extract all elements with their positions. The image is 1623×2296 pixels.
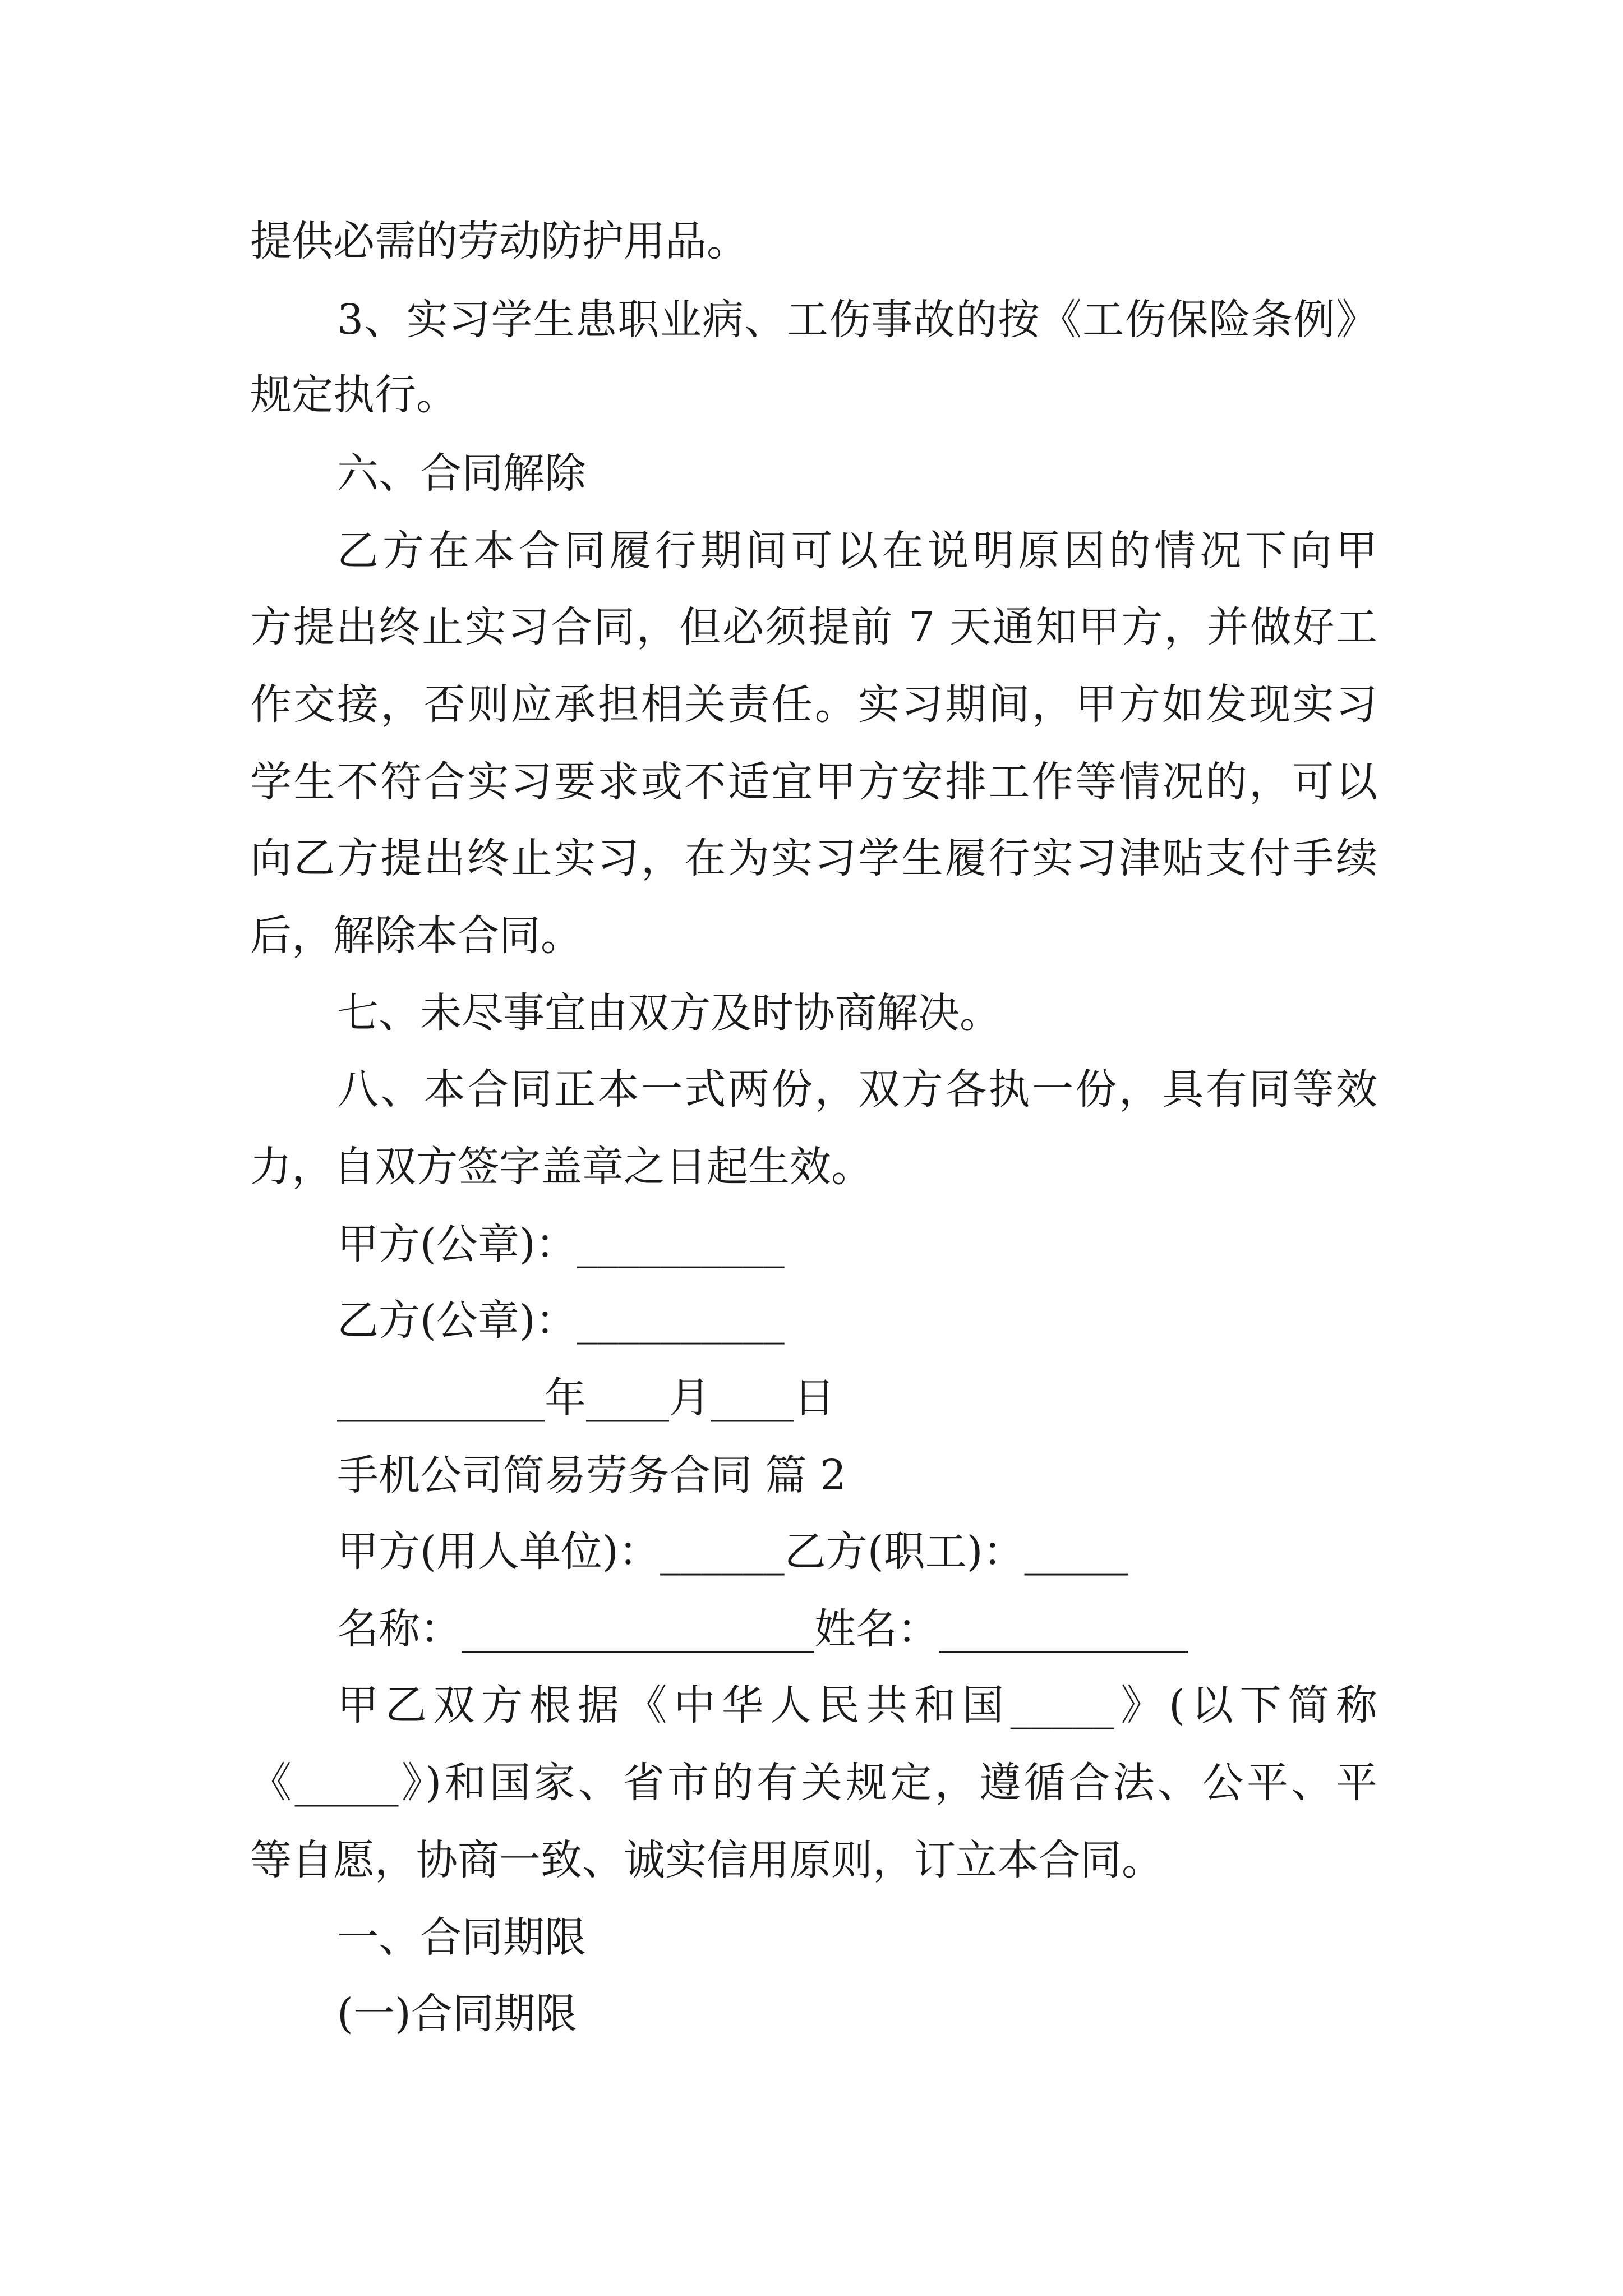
text-line: 等自愿，协商一致、诚实信用原则，订立本合同。: [250, 1836, 1163, 1884]
section-heading: 六、合同解除: [337, 449, 586, 498]
date-line: __________年____月____日: [337, 1374, 835, 1422]
signature-line-party-b: 乙方(公章)：__________: [337, 1296, 785, 1345]
text-line: 3、实习学生患职业病、工伤事故的按《工伤保险条例》: [337, 296, 1377, 344]
text-line: 《_____》)和国家、省市的有关规定，遵循合法、公平、平: [250, 1759, 1377, 1807]
section-heading: 七、未尽事宜由双方及时协商解决。: [337, 989, 1001, 1037]
text-line: 甲乙双方根据《中华人民共和国_____》(以下简称: [337, 1681, 1377, 1729]
text-line: 学生不符合实习要求或不适宜甲方安排工作等情况的，可以: [250, 758, 1377, 806]
text-line: 后，解除本合同。: [250, 912, 582, 960]
text-line: 方提出终止实习合同，但必须提前 7 天通知甲方，并做好工: [250, 603, 1377, 651]
party-line: 名称：_________________姓名：____________: [337, 1605, 1188, 1653]
text-line: 规定执行。: [250, 371, 458, 419]
text-line: 力，自双方签字盖章之日起生效。: [250, 1143, 873, 1191]
subsection-heading: (一)合同期限: [337, 1990, 577, 2038]
section-heading: 八、本合同正本一式两份，双方各执一份，具有同等效: [337, 1065, 1377, 1114]
section-heading: 一、合同期限: [337, 1913, 586, 1962]
party-line: 甲方(用人单位)：______乙方(职工)：_____: [337, 1527, 1128, 1576]
document-title: 手机公司简易劳务合同 篇 2: [337, 1451, 847, 1499]
text-line: 乙方在本合同履行期间可以在说明原因的情况下向甲: [337, 527, 1377, 575]
text-line: 提供必需的劳动防护用品。: [250, 217, 748, 265]
text-line: 向乙方提出终止实习，在为实习学生履行实习津贴支付手续: [250, 834, 1377, 882]
signature-line-party-a: 甲方(公章)：__________: [337, 1220, 785, 1268]
text-line: 作交接，否则应承担相关责任。实习期间，甲方如发现实习: [250, 680, 1377, 729]
